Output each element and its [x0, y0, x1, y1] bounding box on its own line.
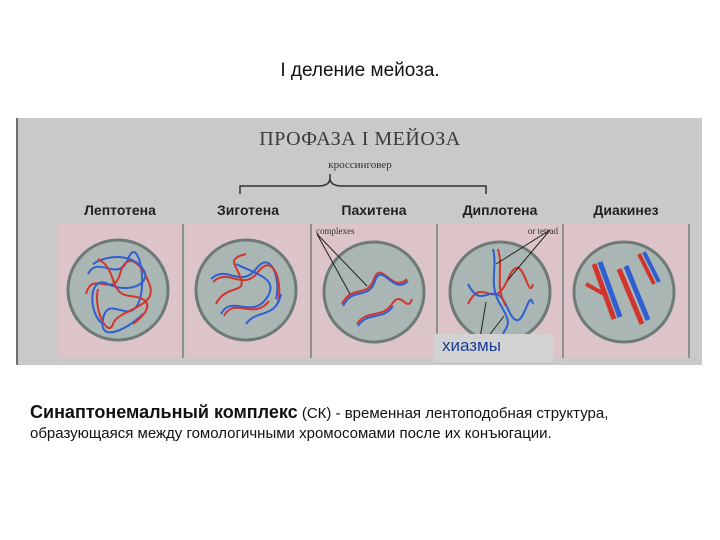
- crossing-over-label: кроссинговер: [328, 159, 392, 171]
- crossing-over-bracket: [18, 118, 702, 198]
- leptotene-nucleus: [58, 224, 182, 358]
- stage-diakinesis: [564, 198, 688, 358]
- panel-zygotene: [186, 224, 312, 358]
- complexes-note: complexes: [316, 226, 355, 236]
- chiasma-box: [434, 334, 554, 362]
- panel-leptotene: [58, 224, 184, 358]
- tetrad-note: or tetrad: [527, 226, 558, 236]
- diakinesis-nucleus: [564, 224, 688, 358]
- caption-term: Синаптонемальный комплекс: [30, 402, 298, 422]
- panel-pachytene: [312, 224, 438, 358]
- figure-title: ПРОФАЗА I МЕЙОЗА: [259, 128, 461, 150]
- stage-pachytene: [312, 198, 436, 358]
- stage-label-leptotene: Лептотена: [84, 202, 156, 218]
- caption-definition: (СК) - временная лентоподобная структура, образующаяся между гомологичными хромосомами после их конъюгации.: [30, 405, 609, 442]
- prophase-figure: [16, 118, 702, 365]
- stage-label-diplotene: Диплотена: [462, 202, 538, 218]
- stage-leptotene: [58, 198, 182, 358]
- caption: [30, 402, 700, 444]
- zygotene-nucleus: [186, 224, 310, 358]
- stage-label-pachytene: Пахитена: [341, 202, 407, 218]
- panel-diakinesis: [564, 224, 690, 358]
- stage-label-diakinesis: Диакинез: [593, 202, 659, 218]
- slide-title: I деление мейоза.: [280, 60, 440, 81]
- stage-label-zygotene: Зиготена: [216, 202, 280, 218]
- chiasma-label: хиазмы: [442, 336, 501, 355]
- pachytene-nucleus: [312, 224, 436, 358]
- stage-zygotene: [186, 198, 310, 358]
